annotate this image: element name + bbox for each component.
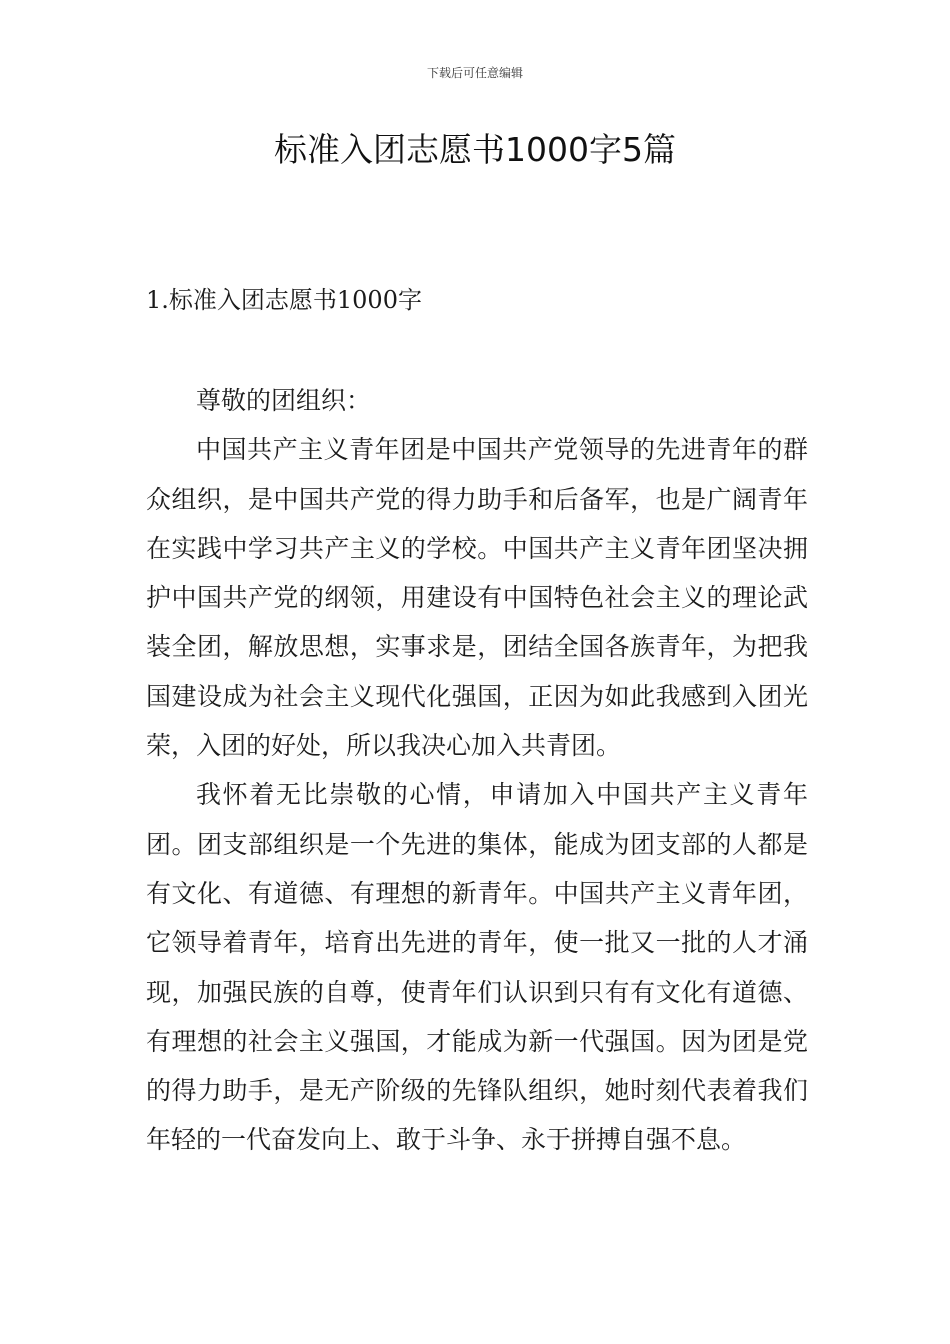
paragraph-1: 中国共产主义青年团是中国共产党领导的先进青年的群众组织，是中国共产党的得力助手和后备军，也是广阔青年在实践中学习共产主义的学校。中国共产主义青年团坚决拥护中国共产党的纲领，用建设有中国特色社会主义的理论武装全团，解放思想，实事求是，团结全国各族青年，为把我国建设成为社会主义现代化强国，正因为如此我感到入团光荣，入团的好处，所以我决心加入共青团。 [146,435,808,761]
document-title: 标准入团志愿书1000字5篇 [274,130,676,169]
paragraph-2: 我怀着无比崇敬的心情，申请加入中国共产主义青年团。团支部组织是一个先进的集体，能成为团支部的人都是有文化、有道德、有理想的新青年。中国共产主义青年团，它领导着青年，培育出先进的青年，使一批又一批的人才涌现，加强民族的自尊，使青年们认识到只有有文化有道德、有理想的社会主义强国，才能成为新一代强国。因为团是党的得力助手，是无产阶级的先锋队组织，她时刻代表着我们年轻的一代奋发向上、敢于斗争、永于拼搏自强不息。 [146,780,808,1155]
header-note: 下载后可任意编辑 [426,66,523,80]
section-heading: 1.标准入团志愿书1000字 [146,286,422,314]
letter-body [146,376,808,1165]
salutation: 尊敬的团组织： [196,386,372,415]
